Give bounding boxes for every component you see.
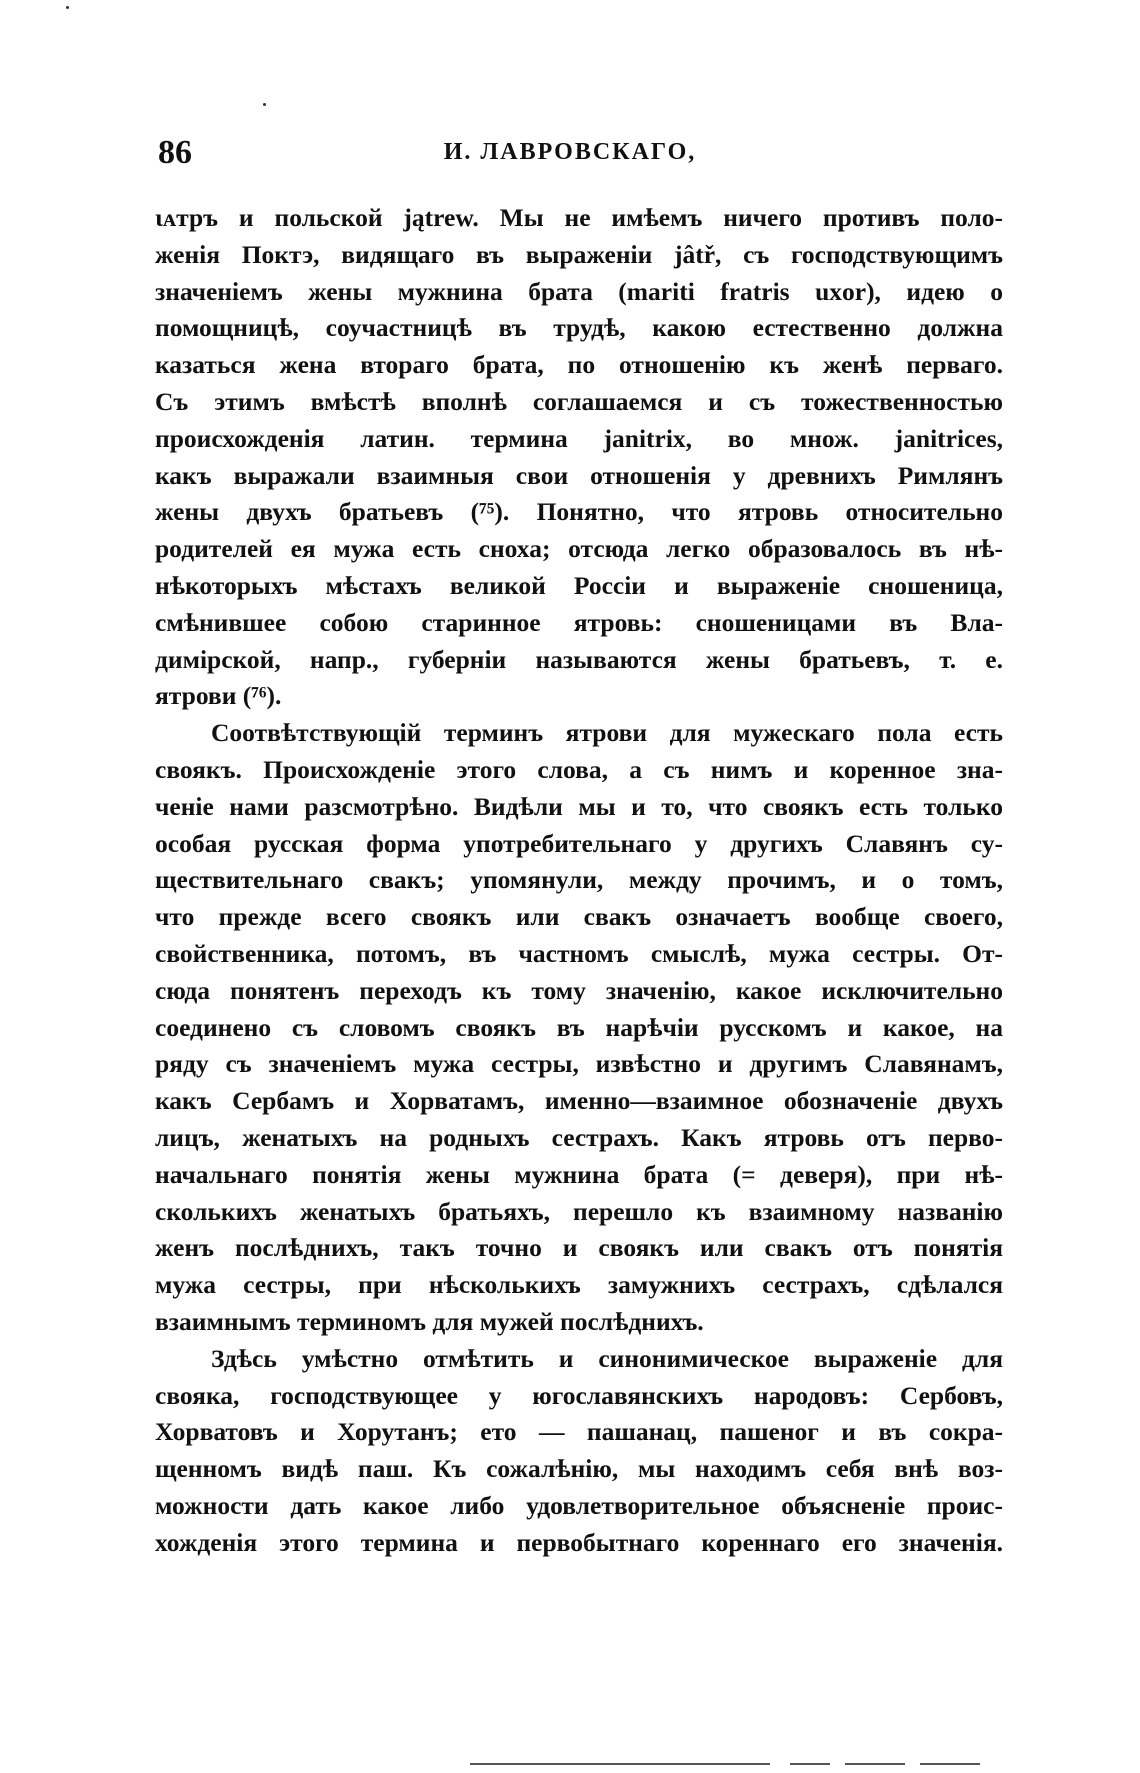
- text-line: димірской, напр., губерніи называются жены братьевъ, т. е.: [155, 644, 1003, 674]
- page-number: 86: [158, 134, 192, 171]
- paragraph-1: [155, 200, 1003, 715]
- text-line: взаимнымъ терминомъ для мужей послѣднихъ.: [155, 1306, 704, 1336]
- text-line: свойственника, потомъ, въ частномъ смыслѣ, мужа сестры. От-: [155, 938, 1003, 968]
- paragraph-3: [155, 1341, 1003, 1562]
- text-line: казаться жена втораго брата, по отношенію къ женѣ перваго.: [155, 350, 1003, 380]
- text-line: ченіе нами разсмотрѣно. Видѣли мы и то, что своякъ есть только: [155, 791, 1003, 821]
- print-speck: [263, 103, 266, 106]
- text-line: соединено съ словомъ своякъ въ нарѣчіи русскомъ и какое, на: [155, 1012, 1003, 1042]
- text-line: какъ выражали взаимныя свои отношенія у древнихъ Римлянъ: [155, 460, 1003, 490]
- paragraph-2: [155, 715, 1003, 1341]
- text-line: мужа сестры, при нѣсколькихъ замужнихъ сестрахъ, сдѣлался: [155, 1270, 1003, 1300]
- text-line: ятрови (⁷⁶).: [155, 681, 282, 711]
- text-line: женія Поктэ, видящаго въ выраженіи jâtř, съ господствующимъ: [155, 239, 1003, 269]
- text-line: хожденія этого термина и первобытнаго кореннаго его значенія.: [155, 1527, 1003, 1557]
- text-line: что прежде всего своякъ или свакъ означаетъ вообще своего,: [155, 902, 1003, 932]
- text-line: женъ послѣднихъ, такъ точно и своякъ или свакъ отъ понятія: [155, 1233, 1003, 1263]
- running-head: И. ЛАВРОВСКАГО,: [443, 139, 697, 165]
- body-text: [155, 200, 1003, 1561]
- text-line: нѣкоторыхъ мѣстахъ великой Россіи и выраженіе сношеница,: [155, 570, 1003, 600]
- scan-edge-line: [790, 1763, 830, 1765]
- text-line: родителей ея мужа есть сноха; отсюда легко образовалось въ нѣ-: [155, 534, 1003, 564]
- text-line: значеніемъ жены мужнина брата (mariti fratris uxor), идею о: [155, 276, 1003, 306]
- text-line: Хорватовъ и Хорутанъ; ето — пашанац, пашеног и въ сокра-: [155, 1417, 1003, 1447]
- text-line: смѣнившее собою старинное ятровь: сношеницами въ Вла-: [155, 607, 1003, 637]
- text-line: можности дать какое либо удовлетворительное объясненіе проис-: [155, 1490, 1003, 1520]
- text-line: ряду съ значеніемъ мужа сестры, извѣстно и другимъ Славянамъ,: [155, 1049, 1003, 1079]
- text-line: свояка, господствующее у югославянскихъ народовъ: Сербовъ,: [155, 1380, 1003, 1410]
- text-line: начальнаго понятія жены мужнина брата (= деверя), при нѣ-: [155, 1159, 1003, 1189]
- text-line: помощницѣ, соучастницѣ въ трудѣ, какою естественно должна: [155, 313, 1003, 343]
- text-line: Здѣсь умѣстно отмѣтить и синонимическое выраженіе для: [211, 1343, 1003, 1373]
- text-line: жены двухъ братьевъ (⁷⁵). Понятно, что ятровь относительно: [155, 497, 1003, 527]
- text-line: своякъ. Происхожденіе этого слова, а съ нимъ и коренное зна-: [155, 754, 1003, 784]
- text-line: щенномъ видѣ паш. Къ сожалѣнію, мы находимъ себя внѣ воз-: [155, 1454, 1003, 1484]
- text-line: какъ Сербамъ и Хорватамъ, именно—взаимное обозначеніе двухъ: [155, 1086, 1003, 1116]
- text-line: сюда понятенъ переходъ къ тому значенію, какое исключительно: [155, 975, 1003, 1005]
- text-line: сколькихъ женатыхъ братьяхъ, перешло къ взаимному названію: [155, 1196, 1003, 1226]
- scan-edge-line: [470, 1763, 770, 1765]
- text-line: ιᴀтръ и польской jątrew. Мы не имѣемъ ничего противъ поло-: [155, 203, 1003, 232]
- text-line: происхожденія латин. термина janitrix, во множ. janitrices,: [155, 423, 1003, 453]
- text-line: Съ этимъ вмѣстѣ вполнѣ соглашаемся и съ тожественностью: [155, 386, 1003, 416]
- text-line: лицъ, женатыхъ на родныхъ сестрахъ. Какъ ятровь отъ перво-: [155, 1122, 1003, 1152]
- text-line: особая русская форма употребительнаго у другихъ Славянъ су-: [155, 828, 1003, 858]
- scan-edge-line: [845, 1763, 905, 1765]
- scan-edge-line: [920, 1763, 980, 1765]
- print-speck: [66, 6, 69, 9]
- text-line: Соотвѣтствующій терминъ ятрови для мужескаго пола есть: [211, 718, 1003, 748]
- text-line: ществительнаго свакъ; упомянули, между прочимъ, и о томъ,: [155, 865, 1003, 895]
